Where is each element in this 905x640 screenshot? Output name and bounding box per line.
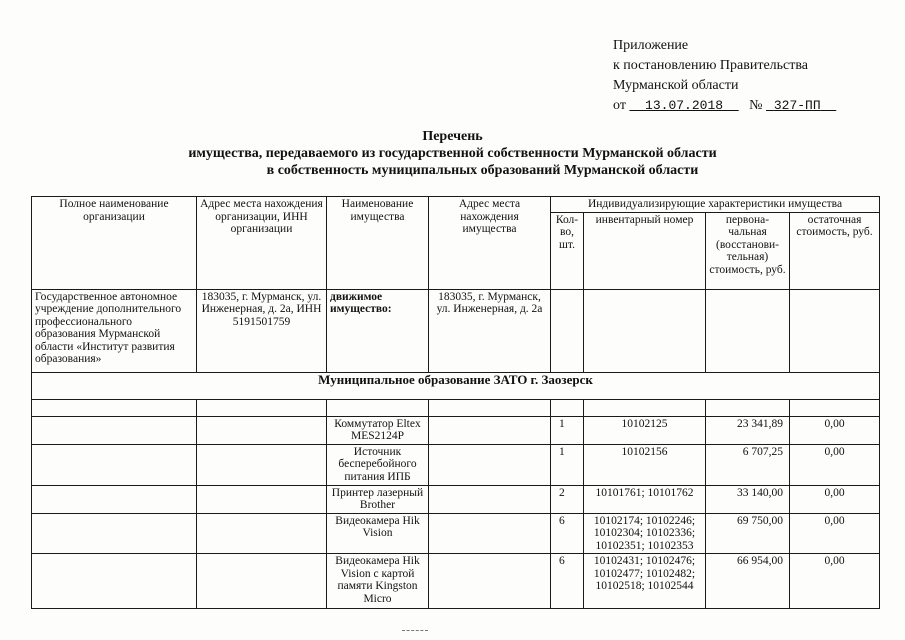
- decree-number: 327-ПП: [773, 98, 821, 113]
- item-initial-cost: 6 707,25: [706, 444, 790, 485]
- date-prefix: от: [613, 98, 626, 113]
- appendix-block: [613, 36, 836, 116]
- empty-cell: [429, 444, 551, 485]
- header-initial-cost: первона-чальная (восстанови-тельная) стоимость, руб.: [706, 212, 790, 289]
- table-row: [32, 444, 880, 485]
- empty-cell: [429, 416, 551, 444]
- item-residual-cost: 0,00: [790, 485, 880, 513]
- header-property-name: Наименование имущества: [327, 197, 429, 290]
- item-qty: 6: [551, 513, 584, 554]
- empty-cell: [197, 554, 327, 609]
- empty-cell: [197, 485, 327, 513]
- header-org-address: Адрес места нахождения организации, ИНН организации: [197, 197, 327, 290]
- header-org-name: Полное наименование организации: [32, 197, 197, 290]
- item-inventory: 10102431; 10102476; 10102477; 10102482; 10102518; 10102544: [584, 554, 706, 609]
- item-name: Коммутатор Eltex MES2124P: [327, 416, 429, 444]
- empty-cell: [32, 513, 197, 554]
- document-title: [0, 128, 905, 179]
- item-residual-cost: 0,00: [790, 444, 880, 485]
- empty-cell: [429, 513, 551, 554]
- item-name: Источник бесперебойного питания ИПБ: [327, 444, 429, 485]
- item-residual-cost: 0,00: [790, 416, 880, 444]
- empty-cell: [32, 444, 197, 485]
- organization-name: Государственное автономное учреждение дополнительного профессионального образования Мурманской области «Институт развития образования»: [32, 289, 197, 372]
- empty-cell: [197, 444, 327, 485]
- item-inventory: 10102174; 10102246; 10102304; 10102336; 10102351; 10102353: [584, 513, 706, 554]
- appendix-line: Приложение: [613, 38, 689, 53]
- item-qty: 2: [551, 485, 584, 513]
- appendix-date-line: [613, 96, 836, 116]
- property-table: [31, 196, 880, 609]
- header-individual: Индивидуализирующие характеристики имущества: [551, 197, 880, 213]
- table-row: [32, 485, 880, 513]
- appendix-line: к постановлению Правительства: [613, 58, 809, 73]
- municipality-name: Муниципальное образование ЗАТО г. Заозерск: [32, 372, 880, 399]
- item-qty: 6: [551, 554, 584, 609]
- decree-date: 13.07.2018: [645, 98, 724, 113]
- empty-cell: [32, 485, 197, 513]
- header-row: [32, 197, 880, 213]
- header-inventory: инвентарный номер: [584, 212, 706, 289]
- item-inventory: 10102125: [584, 416, 706, 444]
- scan-mark: [402, 630, 428, 632]
- table-row: [32, 416, 880, 444]
- organization-address: 183035, г. Мурманск, ул. Инженерная, д. 2а, ИНН 5191501759: [197, 289, 327, 372]
- empty-cell: [790, 289, 880, 372]
- blank-row: [32, 399, 880, 416]
- item-qty: 1: [551, 416, 584, 444]
- item-residual-cost: 0,00: [790, 554, 880, 609]
- number-prefix: №: [749, 98, 763, 113]
- item-inventory: 10101761; 10101762: [584, 485, 706, 513]
- empty-cell: [429, 554, 551, 609]
- item-name: Видеокамера Hik Vision: [327, 513, 429, 554]
- empty-cell: [706, 289, 790, 372]
- title-line: Перечень: [422, 129, 483, 144]
- empty-cell: [429, 485, 551, 513]
- appendix-line: Мурманской области: [613, 78, 739, 93]
- item-name: Принтер лазерный Brother: [327, 485, 429, 513]
- item-initial-cost: 33 140,00: [706, 485, 790, 513]
- header-qty: Кол-во, шт.: [551, 212, 584, 289]
- item-qty: 1: [551, 444, 584, 485]
- header-residual-cost: остаточная стоимость, руб.: [790, 212, 880, 289]
- empty-cell: [197, 513, 327, 554]
- item-initial-cost: 66 954,00: [706, 554, 790, 609]
- item-inventory: 10102156: [584, 444, 706, 485]
- property-address: 183035, г. Мурманск, ул. Инженерная, д. 2а: [429, 289, 551, 372]
- empty-cell: [197, 416, 327, 444]
- header-property-address: Адрес места нахождения имущества: [429, 197, 551, 290]
- item-initial-cost: 23 341,89: [706, 416, 790, 444]
- table-row: [32, 554, 880, 609]
- organization-row: [32, 289, 880, 372]
- title-line: в собственность муниципальных образований Мурманской области: [266, 163, 699, 178]
- item-name: Видеокамера Hik Vision с картой памяти Kingston Micro: [327, 554, 429, 609]
- empty-cell: [584, 289, 706, 372]
- table-row: [32, 513, 880, 554]
- property-type: движимое имущество:: [327, 289, 429, 372]
- empty-cell: [32, 554, 197, 609]
- item-residual-cost: 0,00: [790, 513, 880, 554]
- municipality-row: [32, 372, 880, 399]
- item-initial-cost: 69 750,00: [706, 513, 790, 554]
- title-line: имущества, передаваемого из государственной собственности Мурманской области: [188, 146, 717, 161]
- empty-cell: [551, 289, 584, 372]
- empty-cell: [32, 416, 197, 444]
